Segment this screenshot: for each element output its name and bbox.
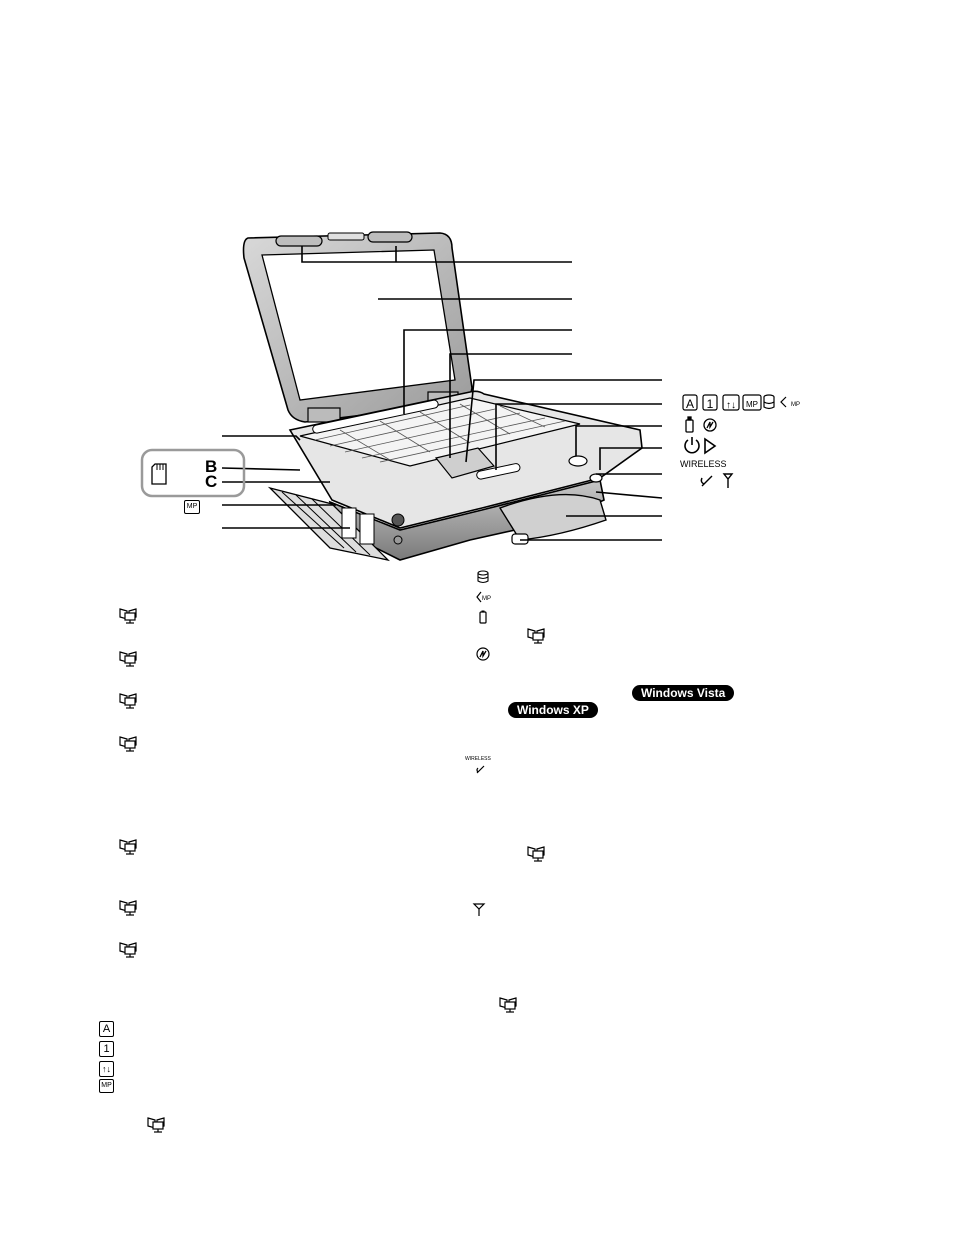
reference-manual-icon [146, 1116, 166, 1134]
svg-text:MP: MP [746, 400, 758, 409]
mp-icon: MP [99, 1079, 114, 1093]
reference-manual-icon [498, 996, 518, 1014]
caps-lock-icon: A [99, 1021, 114, 1037]
svg-text:A: A [685, 397, 695, 411]
sd-card-icon [152, 464, 166, 484]
num-lock-icon: 1 [99, 1041, 114, 1057]
reference-manual-icon [118, 941, 138, 959]
hdd-icon [476, 570, 490, 584]
indicator-row-4 [701, 474, 732, 488]
reference-manual-icon [118, 838, 138, 856]
windows-vista-badge: Windows Vista [632, 685, 734, 701]
reference-manual-icon [118, 899, 138, 917]
wireless-antenna-right [368, 232, 412, 242]
svg-text:MP: MP [791, 402, 800, 408]
reference-manual-icon [526, 627, 546, 645]
slot-label-b: B [205, 457, 218, 476]
reference-manual-icon [118, 735, 138, 753]
wireless-label: WIRELESS [680, 459, 727, 469]
reference-manual-icon [118, 692, 138, 710]
mp-arrow-icon [476, 590, 490, 604]
reference-manual-icon [118, 607, 138, 625]
laptop-lid [244, 232, 473, 422]
wireless-icon [476, 764, 486, 774]
wireless-tiny-label: WIRELESS [465, 756, 491, 762]
svg-text:MP: MP [482, 596, 491, 602]
windows-xp-badge: Windows XP [508, 702, 598, 718]
svg-text:↑↓: ↑↓ [726, 400, 736, 411]
svg-text:1: 1 [706, 397, 714, 411]
wireless-antenna-left [276, 236, 322, 246]
scroll-lock-icon: ↑↓ [99, 1061, 114, 1077]
power-ac-icon [476, 647, 490, 661]
battery-icon [476, 610, 490, 624]
antenna-icon [472, 902, 486, 916]
mp-icon: MP [184, 500, 200, 514]
reference-manual-icon [526, 845, 546, 863]
slot-label-c: C [205, 472, 218, 491]
power-switch [569, 456, 587, 466]
wireless-switch [590, 474, 602, 482]
reference-manual-icon [118, 650, 138, 668]
indicator-row-3 [685, 437, 715, 453]
indicator-row-2 [686, 417, 716, 432]
